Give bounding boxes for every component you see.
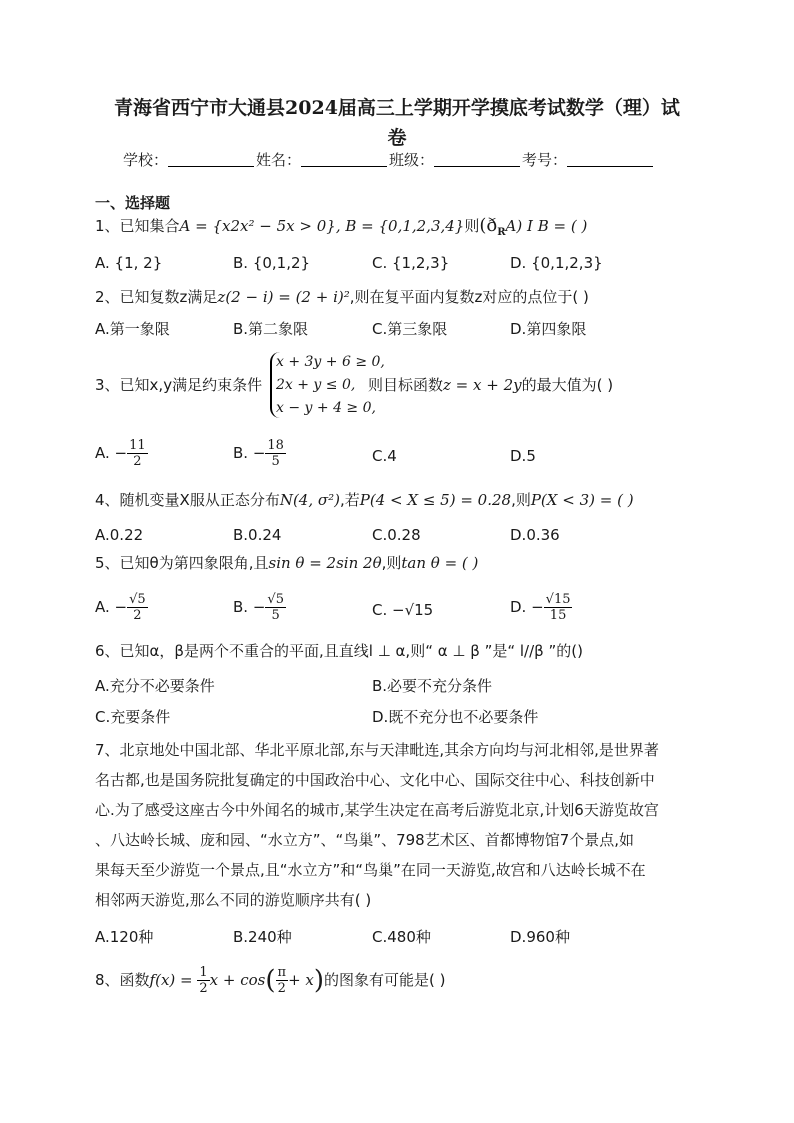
- q8-half-num: 1: [199, 965, 208, 980]
- exam-number-blank[interactable]: [567, 152, 653, 167]
- q3-option-b-prefix: B. −: [233, 444, 266, 462]
- class-blank[interactable]: [434, 152, 520, 167]
- q3-tail-a: 则目标函数: [368, 376, 444, 394]
- q5-option-b-prefix: B. −: [233, 598, 266, 616]
- q8-pi-fraction: [276, 965, 289, 996]
- q8-plus-x: + x: [288, 971, 314, 989]
- name-label: 姓名：: [256, 151, 302, 169]
- q5-option-a-prefix: A. −: [95, 598, 128, 616]
- q4-option-d[interactable]: D.0.36: [510, 526, 560, 544]
- q3-option-b-fraction: [265, 438, 286, 469]
- q1-option-b[interactable]: B. {0,1,2}: [233, 254, 311, 272]
- name-blank[interactable]: [301, 152, 387, 167]
- q3-option-b-den: 5: [271, 454, 280, 469]
- q6-option-b[interactable]: B.必要不充分条件: [372, 677, 493, 695]
- q1-option-d[interactable]: D. {0,1,2,3}: [510, 254, 603, 272]
- q3-option-a[interactable]: [95, 438, 148, 469]
- q5-option-a[interactable]: [95, 592, 148, 623]
- q5-option-b-num: √5: [267, 592, 284, 607]
- q8-half-fraction: [197, 965, 209, 996]
- question-3-lead: 3、已知x,y满足约束条件: [95, 376, 263, 394]
- q4-lead: 4、随机变量X服从正态分布: [95, 491, 280, 509]
- q2-equation: z(2 − i) = (2 + i)²: [217, 288, 350, 306]
- question-3-tail: [368, 375, 613, 395]
- q8-pi-num: π: [277, 965, 287, 980]
- q2-option-b[interactable]: B.第二象限: [233, 320, 309, 338]
- student-info-line: [123, 150, 655, 170]
- q5-equation: sin θ = 2sin 2θ: [268, 554, 382, 572]
- q1-complement-sub: R: [497, 227, 506, 238]
- q1-tail: 则: [464, 217, 480, 235]
- q2-option-c[interactable]: C.第三象限: [372, 320, 448, 338]
- q3-option-a-fraction: [127, 438, 148, 469]
- q3-option-d[interactable]: D.5: [510, 447, 536, 465]
- question-5: [95, 553, 478, 573]
- q5-option-d-prefix: D. −: [510, 598, 544, 616]
- q3-option-c[interactable]: C.4: [372, 447, 397, 465]
- q3-option-a-num: 11: [129, 438, 146, 453]
- q5-option-d-den: 15: [549, 608, 567, 623]
- q4-ask: P(X < 3) = ( ): [530, 491, 634, 509]
- q7-option-a[interactable]: A.120种: [95, 928, 154, 946]
- q5-option-b-fraction: [265, 592, 286, 623]
- q6-option-a[interactable]: A.充分不必要条件: [95, 677, 215, 695]
- q5-option-b-den: 5: [271, 608, 280, 623]
- question-7: [95, 735, 701, 915]
- q8-tail: 的图象有可能是( ): [324, 971, 446, 989]
- q4-option-a[interactable]: A.0.22: [95, 526, 144, 544]
- q5-option-a-num: √5: [129, 592, 146, 607]
- q4-option-c[interactable]: C.0.28: [372, 526, 421, 544]
- question-4: [95, 490, 634, 510]
- q2-option-a[interactable]: A.第一象限: [95, 320, 170, 338]
- exam-number-label: 考号：: [522, 151, 568, 169]
- q3-option-b-num: 18: [267, 438, 284, 453]
- q7-line-3: 心.为了感受这座古今中外闻名的城市,某学生决定在高考后游览北京,计划6天游览故宫: [95, 801, 659, 819]
- school-label: 学校：: [123, 151, 169, 169]
- q5-option-c[interactable]: C. −√15: [372, 601, 434, 619]
- q1-option-a[interactable]: A. {1, 2}: [95, 254, 163, 272]
- exam-title: 青海省西宁市大通县2024届高三上学期开学摸底考试数学（理）试: [114, 97, 680, 119]
- section-heading: 一、选择题: [95, 194, 171, 212]
- q8-pi-den: 2: [277, 981, 286, 996]
- q4-option-b[interactable]: B.0.24: [233, 526, 282, 544]
- q4-distribution: N(4, σ²): [279, 491, 340, 509]
- q5-tail: ,则: [381, 554, 402, 572]
- q3-tail-b: 的最大值为( ): [521, 376, 614, 394]
- q1-complement-a: A) I B = ( ): [505, 217, 588, 235]
- q1-complement: (ð: [479, 215, 498, 236]
- q2-tail: ,则在复平面内复数z对应的点位于( ): [349, 288, 589, 306]
- q4-mid: ,若: [340, 491, 360, 509]
- q7-line-4: 、八达岭长城、庞和园、“水立方”、“鸟巢”、798艺术区、首都博物馆7个景点,如: [95, 831, 635, 849]
- q5-option-a-den: 2: [133, 608, 142, 623]
- q3-constraint-3: x − y + 4 ≥ 0,: [276, 400, 376, 416]
- q7-option-c[interactable]: C.480种: [372, 928, 431, 946]
- q7-line-5: 果每天至少游览一个景点,且“水立方”和“鸟巢”在同一天游览,故宫和八达岭长城不在: [95, 861, 646, 879]
- q3-option-b[interactable]: [233, 438, 286, 469]
- q7-option-d[interactable]: D.960种: [510, 928, 570, 946]
- q4-mid-2: ,则: [511, 491, 531, 509]
- q7-option-b[interactable]: B.240种: [233, 928, 292, 946]
- question-8: 8、函数f(x) = $\frac{1}{2}$ x + cos( $\frac{\pi}{2}$ + x)的图象有可能是( ): [95, 965, 446, 996]
- q3-constraint-1: x + 3y + 6 ≥ 0,: [276, 354, 385, 370]
- q1-option-c[interactable]: C. {1,2,3}: [372, 254, 450, 272]
- q7-line-1: 7、北京地处中国北部、华北平原北部,东与天津毗连,其余方向均与河北相邻,是世界著: [95, 741, 659, 759]
- q1-lead: 1、已知集合: [95, 217, 180, 235]
- q3-constraint-2: 2x + y ≤ 0,: [276, 377, 356, 393]
- school-blank[interactable]: [168, 152, 254, 167]
- q5-option-d[interactable]: [510, 592, 572, 623]
- q5-option-b[interactable]: [233, 592, 286, 623]
- q8-lead: 8、函数: [95, 971, 150, 989]
- q3-objective: z = x + 2y: [443, 376, 522, 394]
- q5-lead: 5、已知θ为第四象限角,且: [95, 554, 269, 572]
- question-6: 6、已知α，β是两个不重合的平面,且直线l ⊥ α,则“ α ⊥ β ”是“ l//β ”的(): [95, 642, 583, 660]
- q6-option-d[interactable]: D.既不充分也不必要条件: [372, 708, 539, 726]
- q7-line-6: 相邻两天游览,那么不同的游览顺序共有( ): [95, 891, 372, 909]
- q2-lead: 2、已知复数z满足: [95, 288, 218, 306]
- question-2: [95, 287, 589, 307]
- class-label: 班级：: [389, 151, 435, 169]
- question-1: [95, 216, 587, 243]
- q8-half-den: 2: [199, 981, 208, 996]
- q5-option-a-fraction: [127, 592, 148, 623]
- q6-option-c[interactable]: C.充要条件: [95, 708, 171, 726]
- q8-plus-cos: x + cos: [209, 971, 266, 989]
- q3-option-a-prefix: A. −: [95, 444, 128, 462]
- q5-option-d-num: √15: [545, 592, 571, 607]
- q1-set-a: A = {x2x² − 5x > 0}: [179, 217, 336, 235]
- q4-probability: P(4 < X ≤ 5) = 0.28: [359, 491, 512, 509]
- q8-function: f(x) =: [149, 971, 193, 989]
- q2-option-d[interactable]: D.第四象限: [510, 320, 587, 338]
- q3-option-a-den: 2: [133, 454, 142, 469]
- exam-title-continued: 卷: [387, 127, 407, 149]
- q7-line-2: 名古都,也是国务院批复确定的中国政治中心、文化中心、国际交往中心、科技创新中: [95, 771, 655, 789]
- q1-set-b: , B = {0,1,2,3,4}: [335, 217, 465, 235]
- q5-ask: tan θ = ( ): [401, 554, 479, 572]
- q5-option-d-fraction: [544, 592, 573, 623]
